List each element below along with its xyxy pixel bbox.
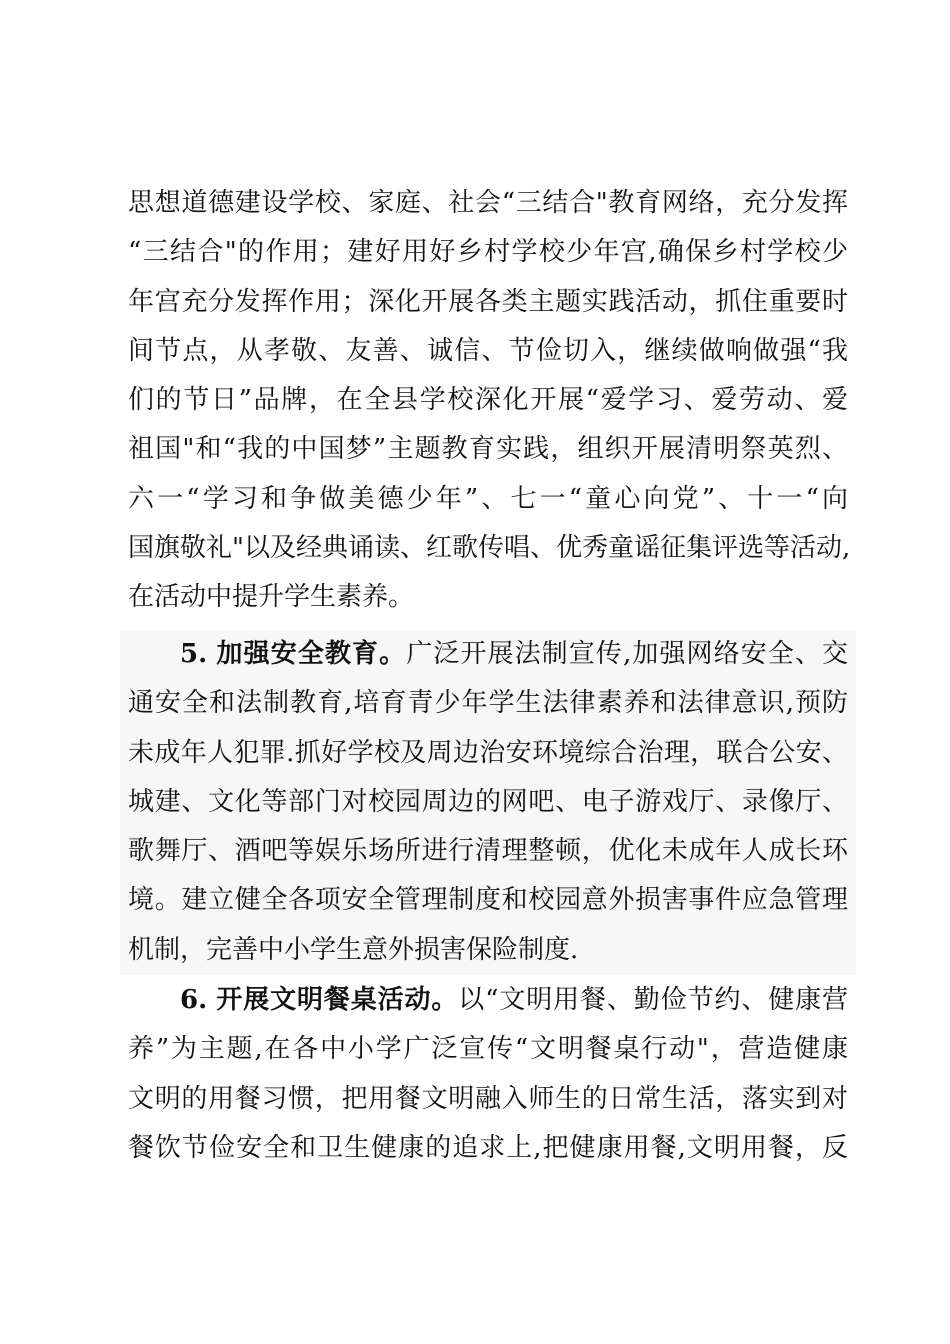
paragraph-4-continued [128,179,851,623]
paragraph-first-line [128,976,848,1025]
paragraph-6 [128,976,848,1173]
text-run: 以“文明用餐、勤俭节约、健康营 [458,985,848,1015]
paragraph-5 [128,630,848,975]
text-line: 国旗敬礼"以及经典诵读、红歌传唱、优秀童谣征集评选等活动, [128,533,851,564]
text-line: 文明的用餐习惯，把用餐文明融入师生的日常生活，落实到对 [128,1083,848,1114]
text-line: 境。建立健全各项安全管理制度和校园意外损害事件应急管理 [128,885,848,916]
text-line: 年宫充分发挥作用；深化开展各类主题实践活动，抓住重要时 [128,286,848,317]
text-line: 餐饮节俭安全和卫生健康的追求上,把健康用餐,文明用餐，反 [128,1132,848,1163]
text-line: 养”为主题,在各中小学广泛宣传“文明餐桌行动"，营造健康 [128,1034,848,1065]
text-line: 祖国"和“我的中国梦”主题教育实践，组织开展清明祭英烈、 [128,434,848,465]
text-line: 间节点，从孝敬、友善、诚信、节俭切入，继续做响做强“我 [128,335,848,366]
section-number: 6. [180,985,208,1015]
text-line: 机制，完善中小学生意外损害保险制度. [128,934,579,965]
section-heading: 开展文明餐桌活动。 [216,985,459,1015]
text-line: 城建、文化等部门对校园周边的网吧、电子游戏厅、录像厅、 [128,786,848,817]
paragraph-first-line [128,630,848,679]
text-line: 六一“学习和争做美德少年”、七一“童心向党”、十一“向 [128,483,848,514]
text-run: 广泛开展法制宣传,加强网络安全、交 [406,639,848,669]
text-line: 在活动中提升学生素养。 [128,582,415,613]
text-line: 歌舞厅、酒吧等娱乐场所进行清理整顿，优化未成年人成长环 [128,836,848,867]
text-line: 思想道德建设学校、家庭、社会“三结合"教育网络，充分发挥 [128,188,848,218]
section-heading: 加强安全教育。 [216,639,407,669]
text-line: 们的节日”品牌，在全县学校深化开展“爱学习、爱劳动、爱 [128,385,848,416]
text-line: 通安全和法制教育,培育青少年学生法律素养和法律意识,预防 [128,688,848,719]
text-line: “三结合"的作用；建好用好乡村学校少年宫,确保乡村学校少 [128,237,848,268]
section-number: 5. [180,639,208,669]
text-line: 未成年人犯罪.抓好学校及周边治安环境综合治理，联合公安、 [128,737,848,768]
